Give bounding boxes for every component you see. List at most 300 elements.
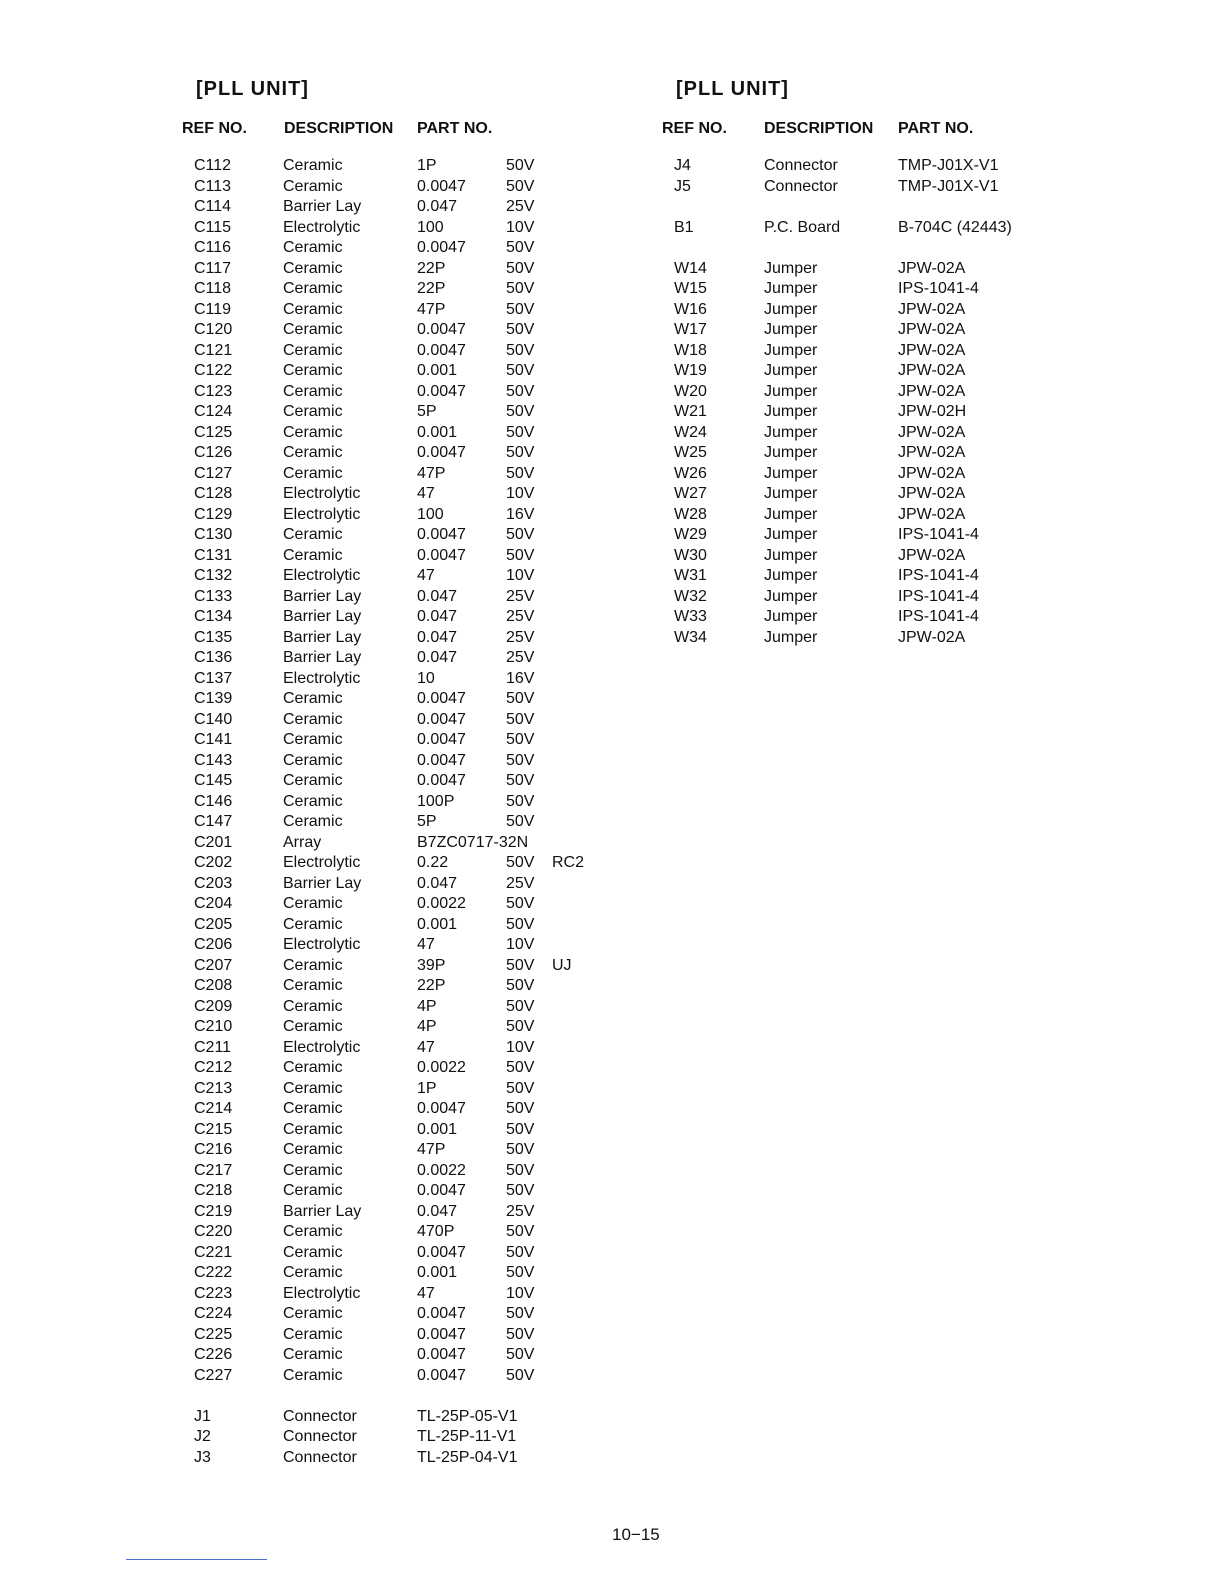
description: Ceramic [283,1182,343,1199]
description: Ceramic [283,1120,343,1138]
ref-no: C124 [194,403,233,420]
ref-no: C123 [194,382,233,400]
ref-no: W20 [674,382,707,400]
description: Ceramic [283,895,343,912]
ref-no: C218 [194,1182,233,1199]
table-row [182,894,622,915]
voltage: 50V [506,1243,535,1261]
table-row [662,218,1132,239]
table-row [182,238,622,259]
ref-no: C219 [194,1202,233,1220]
table-row [182,607,622,628]
description: Ceramic [283,177,343,195]
table-row [182,648,622,669]
part-value: IPS-1041-4 [898,567,979,584]
description: Ceramic [283,1243,343,1261]
header-part-no: PART NO. [898,120,974,137]
table-row [662,259,1132,280]
part-value: 0.0047 [417,177,466,195]
ref-no: C208 [194,977,233,994]
description: Electrolytic [283,669,361,687]
voltage: 50V [506,1223,535,1240]
ref-no: C203 [194,874,233,892]
description: Ceramic [283,239,343,256]
ref-no: C214 [194,1100,233,1117]
part-value: 47 [417,1284,435,1302]
table-row [662,423,1132,444]
table-row [182,1366,622,1387]
part-value: 470P [417,1223,455,1240]
part-value: JPW-02A [898,444,966,461]
column-headers [662,120,1132,142]
ref-no: J3 [194,1448,211,1466]
description: Ceramic [283,915,343,933]
table-row [182,423,622,444]
part-value: 47 [417,567,435,584]
part-value: 0.0047 [417,321,466,338]
description: Connector [283,1448,357,1466]
part-value: B-704C (42443) [898,218,1012,236]
ref-no: C133 [194,587,233,605]
ref-no: W15 [674,280,707,297]
part-value: JPW-02A [898,341,966,359]
column-headers [182,120,622,142]
part-value: 39P [417,956,446,974]
table-row [182,1325,622,1346]
ref-no: C221 [194,1243,233,1261]
voltage: 50V [506,956,535,974]
voltage: 50V [506,546,535,564]
header-description: DESCRIPTION [284,120,394,137]
description: Ceramic [283,772,343,789]
table-row [182,976,622,997]
description: Jumper [764,464,818,482]
ref-no: C116 [194,239,232,256]
part-value: 4P [417,1018,437,1035]
ref-no: C129 [194,505,233,523]
table-row [182,710,622,731]
table-row [662,566,1132,587]
voltage: 50V [506,1059,535,1076]
table-row [182,156,622,177]
ref-no: J4 [674,157,691,174]
table-row [182,1017,622,1038]
voltage: 50V [506,710,535,728]
table-row [662,382,1132,403]
table-row [182,484,622,505]
table-row [182,1284,622,1305]
part-value: 0.0022 [417,1161,466,1179]
part-value: 0.0047 [417,1305,466,1322]
table-row [182,1099,622,1120]
part-value: 0.0047 [417,1366,466,1384]
voltage: 50V [506,239,535,256]
variant-note: RC2 [552,854,585,871]
description: Jumper [764,444,818,461]
ref-no: C114 [194,198,232,215]
voltage: 50V [506,813,535,830]
ref-no: W17 [674,321,707,338]
ref-no: J2 [194,1428,211,1445]
voltage: 50V [506,731,535,748]
ref-no: C119 [194,300,232,318]
table-row [662,361,1132,382]
parts-list [662,156,1132,648]
voltage: 50V [506,1018,535,1035]
row-spacer [662,238,1132,259]
part-value: 0.0047 [417,751,466,769]
ref-no: W34 [674,628,707,646]
description: Ceramic [283,1018,343,1035]
table-row [182,1407,622,1428]
description: Ceramic [283,1079,343,1097]
table-row [182,935,622,956]
part-value: TMP-J01X-V1 [898,157,999,174]
part-value: 0.0047 [417,341,466,359]
table-row [662,546,1132,567]
description: Connector [283,1407,357,1425]
part-value: TL-25P-04-V1 [417,1448,518,1466]
ref-no: C113 [194,177,232,195]
description: Ceramic [283,546,343,564]
description: Jumper [764,485,818,502]
header-part-no: PART NO. [417,120,493,137]
description: Barrier Lay [283,608,362,625]
voltage: 25V [506,874,535,892]
header-ref-no: REF NO. [182,120,247,137]
voltage: 50V [506,1305,535,1322]
description: Connector [283,1428,357,1445]
table-row [182,525,622,546]
ref-no: C201 [194,833,233,851]
ref-no: W29 [674,526,707,543]
table-row [182,1079,622,1100]
voltage: 50V [506,854,535,871]
ref-no: C131 [194,546,233,564]
table-row [662,587,1132,608]
ref-no: W27 [674,485,707,502]
description: Ceramic [283,690,343,707]
description: Ceramic [283,1161,343,1179]
ref-no: C117 [194,259,232,277]
ref-no: C227 [194,1366,233,1384]
table-row [182,669,622,690]
description: Ceramic [283,1264,343,1281]
description: Connector [764,177,838,195]
table-row [662,443,1132,464]
description: Ceramic [283,977,343,994]
description: Barrier Lay [283,628,362,646]
description: Barrier Lay [283,198,362,215]
voltage: 50V [506,1325,535,1343]
ref-no: C137 [194,669,233,687]
table-row [662,341,1132,362]
part-value: 47 [417,1038,435,1056]
ref-no: W28 [674,505,707,523]
voltage: 10V [506,485,535,502]
description: Jumper [764,362,818,379]
ref-no: C209 [194,997,233,1015]
part-value: 0.0047 [417,690,466,707]
table-row [182,730,622,751]
part-value: JPW-02H [898,403,967,420]
table-row [182,812,622,833]
part-value: 4P [417,997,437,1015]
ref-no: W24 [674,423,707,441]
description: Ceramic [283,321,343,338]
part-value: 0.047 [417,198,458,215]
description: Jumper [764,403,818,420]
ref-no: C220 [194,1223,233,1240]
scan-edge-line [126,1559,267,1560]
part-value: JPW-02A [898,321,966,338]
part-value: 0.0047 [417,1346,466,1363]
part-value: TL-25P-05-V1 [417,1407,518,1425]
row-spacer [662,197,1132,218]
voltage: 50V [506,1141,535,1158]
description: Jumper [764,300,818,318]
ref-no: C202 [194,854,233,871]
page-number: 10−15 [612,1525,660,1544]
description: Electrolytic [283,854,361,871]
voltage: 50V [506,300,535,318]
variant-note: UJ [552,956,572,974]
part-value: JPW-02A [898,259,966,277]
ref-no: C211 [194,1038,232,1056]
part-value: JPW-02A [898,505,966,523]
ref-no: C126 [194,444,233,461]
description: Jumper [764,546,818,564]
table-row [182,1427,622,1448]
description: Ceramic [283,731,343,748]
part-value: 0.047 [417,649,458,666]
voltage: 50V [506,915,535,933]
voltage: 50V [506,1264,535,1281]
voltage: 50V [506,772,535,789]
description: Jumper [764,505,818,523]
description: Jumper [764,526,818,543]
part-value: 0.001 [417,1264,458,1281]
part-value: IPS-1041-4 [898,587,979,605]
part-value: 0.0022 [417,895,466,912]
description: Electrolytic [283,1038,361,1056]
table-row [182,1120,622,1141]
row-spacer [182,1386,622,1407]
ref-no: C128 [194,485,233,502]
table-row [182,218,622,239]
description: Array [283,833,322,851]
part-value: 0.0022 [417,1059,466,1076]
ref-no: C127 [194,464,233,482]
description: Ceramic [283,1366,343,1384]
table-row [662,320,1132,341]
description: Jumper [764,423,818,441]
table-row [182,915,622,936]
ref-no: W19 [674,362,707,379]
ref-no: C210 [194,1018,233,1035]
table-row [182,1140,622,1161]
description: Ceramic [283,1346,343,1363]
voltage: 50V [506,690,535,707]
table-row [662,300,1132,321]
part-value: 1P [417,1079,437,1097]
part-value: 0.0047 [417,1243,466,1261]
description: Ceramic [283,1223,343,1240]
table-row [182,1304,622,1325]
voltage: 10V [506,1284,535,1302]
part-value: B7ZC0717-32N [417,833,529,851]
voltage: 50V [506,1182,535,1199]
voltage: 50V [506,1120,535,1138]
table-row [182,587,622,608]
part-value: 0.0047 [417,239,466,256]
description: Electrolytic [283,218,361,236]
description: Ceramic [283,1141,343,1158]
part-value: 0.0047 [417,526,466,543]
table-row [182,833,622,854]
ref-no: C136 [194,649,233,666]
table-row [662,607,1132,628]
voltage: 50V [506,1079,535,1097]
ref-no: C118 [194,280,232,297]
part-value: IPS-1041-4 [898,280,979,297]
part-value: 0.0047 [417,382,466,400]
table-row [182,853,622,874]
ref-no: C226 [194,1346,233,1363]
header-ref-no: REF NO. [662,120,727,137]
table-row [182,874,622,895]
voltage: 16V [506,505,535,523]
voltage: 50V [506,362,535,379]
table-row [182,751,622,772]
description: Ceramic [283,710,343,728]
ref-no: W21 [674,403,707,420]
table-row [182,956,622,977]
description: Ceramic [283,1305,343,1322]
table-row [182,771,622,792]
part-value: 0.001 [417,362,458,379]
description: Jumper [764,608,818,625]
section-title: [PLL UNIT] [196,78,309,100]
part-value: 100 [417,218,444,236]
table-row [662,525,1132,546]
description: Electrolytic [283,485,361,502]
table-row [182,1243,622,1264]
table-row [182,1448,622,1469]
ref-no: C205 [194,915,233,933]
description: Jumper [764,567,818,584]
ref-no: C212 [194,1059,233,1076]
part-value: 0.0047 [417,710,466,728]
voltage: 10V [506,567,535,584]
table-row [182,628,622,649]
part-value: 47P [417,464,446,482]
voltage: 25V [506,198,535,215]
part-value: 0.0047 [417,546,466,564]
part-value: 0.047 [417,608,458,625]
ref-no: B1 [674,218,694,236]
voltage: 50V [506,423,535,441]
table-row [182,792,622,813]
description: Jumper [764,587,818,605]
ref-no: C206 [194,936,233,953]
table-row [182,341,622,362]
table-row [182,689,622,710]
description: Barrier Lay [283,649,362,666]
part-value: 0.001 [417,1120,458,1138]
voltage: 50V [506,382,535,400]
table-row [662,464,1132,485]
table-row [182,1222,622,1243]
part-value: JPW-02A [898,546,966,564]
table-row [662,484,1132,505]
voltage: 50V [506,1366,535,1384]
voltage: 50V [506,1100,535,1117]
ref-no: W31 [674,567,707,584]
table-row [662,156,1132,177]
description: Ceramic [283,526,343,543]
table-row [182,279,622,300]
voltage: 50V [506,895,535,912]
part-value: 22P [417,259,446,277]
table-row [182,320,622,341]
part-value: 0.047 [417,874,458,892]
part-value: 0.0047 [417,1325,466,1343]
ref-no: C122 [194,362,233,379]
table-row [182,1263,622,1284]
ref-no: C146 [194,792,233,810]
table-row [182,177,622,198]
part-value: JPW-02A [898,300,966,318]
part-value: IPS-1041-4 [898,526,979,543]
part-value: 100P [417,792,455,810]
description: Ceramic [283,280,343,297]
description: Jumper [764,628,818,646]
part-value: JPW-02A [898,485,966,502]
table-row [182,382,622,403]
voltage: 50V [506,157,535,174]
table-row [182,997,622,1018]
table-row [662,402,1132,423]
table-row [182,464,622,485]
table-row [182,402,622,423]
part-value: 10 [417,669,435,687]
ref-no: C145 [194,772,233,789]
description: Jumper [764,321,818,338]
description: Electrolytic [283,567,361,584]
description: Ceramic [283,1325,343,1343]
table-row [182,1181,622,1202]
voltage: 10V [506,1038,535,1056]
description: Ceramic [283,259,343,277]
ref-no: W26 [674,464,707,482]
part-value: 0.0047 [417,731,466,748]
table-row [182,1038,622,1059]
table-row [182,197,622,218]
ref-no: C204 [194,895,233,912]
ref-no: C222 [194,1264,233,1281]
description: Ceramic [283,444,343,461]
voltage: 25V [506,587,535,605]
ref-no: W25 [674,444,707,461]
description: Ceramic [283,423,343,441]
voltage: 50V [506,751,535,769]
description: Barrier Lay [283,1202,362,1220]
part-value: 47P [417,300,446,318]
ref-no: C134 [194,608,233,625]
parts-list [182,156,622,1468]
table-row [182,259,622,280]
